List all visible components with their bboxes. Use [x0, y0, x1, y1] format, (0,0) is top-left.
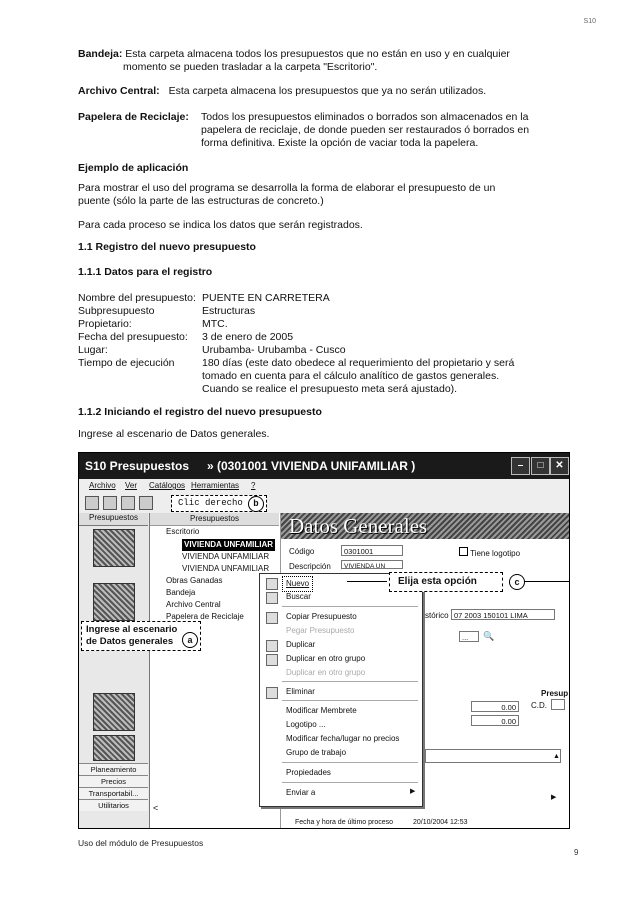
def-text-cont: forma definitiva. Existe la opción de vaciar toda la papelera. — [201, 137, 479, 149]
presupuestos-icon[interactable] — [93, 529, 135, 567]
menu-item-logotipo[interactable]: Logotipo ... — [286, 720, 326, 729]
record-value-cont: tomado en cuenta para el cálculo analítico de gastos generales. — [202, 370, 500, 382]
menu-item-buscar[interactable]: Buscar — [286, 592, 311, 601]
cd-field[interactable] — [551, 699, 565, 710]
def-text: Esta carpeta almacena los presupuestos que ya no serán utilizados. — [168, 85, 487, 97]
value-field-2[interactable]: 0.00 — [471, 715, 519, 726]
menu-item-copiar[interactable]: Copiar Presupuesto — [286, 612, 357, 621]
binoculars-icon[interactable]: 🔍 — [483, 631, 495, 641]
descripcion-label: Descripción — [289, 562, 331, 571]
page-number-bottom: 9 — [574, 848, 579, 857]
def-term-papelera: Papelera de Reciclaje: — [78, 111, 189, 123]
context-menu — [259, 573, 423, 807]
record-label: Fecha del presupuesto: — [78, 331, 188, 343]
copy-icon — [266, 612, 278, 624]
arrow-icon[interactable] — [139, 496, 153, 510]
submenu-arrow-icon: ▶ — [410, 788, 416, 795]
menu-catalogos[interactable]: Catálogos — [149, 481, 186, 490]
callout-b-letter: b — [248, 496, 264, 512]
binoculars-icon — [266, 592, 278, 604]
codigo-field[interactable]: 0301001 — [341, 545, 403, 556]
footer-text: Uso del módulo de Presupuestos — [78, 838, 204, 848]
record-label: Nombre del presupuesto: — [78, 292, 196, 304]
menu-item-disabled: Duplicar en otro grupo — [286, 668, 366, 677]
menu-item-enviar[interactable]: Enviar a — [286, 788, 316, 797]
callout-a-letter: a — [182, 632, 198, 648]
value-field-1[interactable]: 0.00 — [471, 701, 519, 712]
historico-field[interactable]: 07 2003 150101 LIMA — [451, 609, 555, 620]
section-heading: Ejemplo de aplicación — [78, 162, 189, 174]
tree-item[interactable]: VIVIENDA UNFAMILIAR — [182, 564, 270, 573]
menu-item-duplicar-grupo[interactable]: Duplicar en otro grupo — [286, 654, 366, 663]
menu-item-propiedades[interactable]: Propiedades — [286, 768, 331, 777]
new-icon — [266, 578, 278, 590]
left-button-utilitarios[interactable]: Utilitarios — [79, 799, 148, 811]
minimize-button[interactable]: – — [511, 457, 530, 475]
tree-item-selected[interactable]: VIVIENDA UNFAMILIAR — [184, 540, 274, 549]
callout-b-text: Clic derecho — [178, 498, 243, 508]
scroll-up-icon[interactable]: ▲ — [553, 753, 560, 760]
left-button-transportabilidad[interactable]: Transportabil... — [79, 787, 148, 799]
menu-item-nuevo[interactable]: Nuevo — [282, 576, 313, 592]
def-text: Esta carpeta almacena todos los presupuestos que no están en uso y en cualquier — [125, 48, 510, 60]
record-label: Tiempo de ejecución — [78, 357, 175, 369]
callout-c — [389, 572, 503, 592]
app-screenshot — [78, 452, 570, 829]
menu-separator — [282, 700, 418, 701]
tree-item-papelera[interactable]: Papelera de Reciclaje — [166, 612, 244, 621]
paragraph: Ingrese al escenario de Datos generales. — [78, 428, 270, 440]
def-term: Archivo Central: — [78, 85, 160, 97]
left-panel-title: Presupuestos — [79, 513, 148, 526]
menu-separator — [282, 606, 418, 607]
def-bandeja — [78, 48, 510, 61]
status-value: 20/10/2004 12:53 — [413, 819, 468, 826]
left-panel — [79, 513, 150, 828]
header-title: Datos Generales — [289, 514, 428, 538]
books-icon[interactable] — [93, 693, 135, 731]
status-bar — [295, 819, 468, 826]
print-icon[interactable] — [103, 496, 117, 510]
menu-help[interactable]: ? — [251, 481, 256, 490]
heading-1-1: 1.1 Registro del nuevo presupuesto — [78, 241, 256, 253]
def-text-cont: papelera de reciclaje, de donde pueden ser restaurados ó borrados en — [201, 124, 530, 136]
scroll-left-icon[interactable]: < — [153, 803, 159, 813]
left-button-planeamiento[interactable]: Planeamiento — [79, 763, 148, 775]
menu-item-duplicar[interactable]: Duplicar — [286, 640, 316, 649]
grid-box — [425, 749, 561, 763]
tree-title: Presupuestos — [150, 513, 279, 526]
delete-icon — [266, 687, 278, 699]
menu-item-grupo-trabajo[interactable]: Grupo de trabajo — [286, 748, 347, 757]
title-bar — [79, 453, 569, 479]
callout-c-arrow — [347, 581, 387, 582]
status-text: Fecha y hora de último proceso — [295, 819, 394, 826]
record-value: MTC. — [202, 318, 228, 330]
def-text-cont: momento se pueden trasladar a la carpeta "Escritorio". — [123, 61, 378, 73]
tree-item-obras[interactable]: Obras Ganadas — [166, 576, 223, 585]
record-value: PUENTE EN CARRETERA — [202, 292, 330, 304]
tree-item-archivo[interactable]: Archivo Central — [166, 600, 221, 609]
def-archivo — [78, 85, 486, 98]
ellipsis-button[interactable]: ... — [459, 631, 479, 642]
toolbar — [79, 493, 569, 514]
menu-item-membrete[interactable]: Modificar Membrete — [286, 706, 357, 715]
record-value: Urubamba- Urubamba - Cusco — [202, 344, 346, 356]
duplicate-group-icon — [266, 654, 278, 666]
def-text: Todos los presupuestos eliminados o borrados son almacenados en la — [201, 111, 529, 123]
logotipo-checkbox[interactable] — [459, 547, 468, 556]
app-title: S10 Presupuestos — [85, 459, 190, 473]
callout-c-text: Elija esta opción — [398, 576, 477, 587]
scroll-right-icon[interactable]: ▶ — [551, 794, 557, 801]
menu-separator — [282, 782, 418, 783]
record-value: Estructuras — [202, 305, 256, 317]
callout-a-line1: Ingrese al escenario — [86, 624, 178, 635]
descripcion-field[interactable]: VIVIENDA UN — [341, 560, 403, 569]
menu-archivo[interactable]: Archivo — [89, 481, 116, 490]
record-value: 180 días (este dato obedece al requerimiento del propietario y será — [202, 357, 515, 369]
cd-label: C.D. — [531, 701, 547, 710]
menu-ver[interactable]: Ver — [125, 481, 138, 490]
document-title: » (0301001 VIVIENDA UNIFAMILIAR ) — [207, 459, 416, 473]
callout-c-letter: c — [509, 574, 525, 590]
callout-c-line — [525, 581, 569, 582]
menu-item-eliminar[interactable]: Eliminar — [286, 687, 315, 696]
tree-item-escritorio[interactable]: Escritorio — [166, 527, 200, 536]
left-button-precios[interactable]: Precios — [79, 775, 148, 787]
callout-a-line2: de Datos generales — [86, 636, 174, 647]
menu-separator — [282, 681, 418, 682]
maximize-button[interactable]: □ — [531, 457, 550, 475]
record-label: Lugar: — [78, 344, 108, 356]
tiene-logotipo-text: Tiene logotipo — [470, 549, 521, 558]
record-label: Subpresupuesto — [78, 305, 155, 317]
menu-item-pegar: Pegar Presupuesto — [286, 626, 355, 635]
callout-a — [81, 621, 201, 651]
heading-1-1-1: 1.1.1 Datos para el registro — [78, 266, 213, 278]
codigo-label: Código — [289, 547, 315, 556]
menu-item-fecha-lugar[interactable]: Modificar fecha/lugar no precios — [286, 734, 400, 743]
page-number-top: S10 — [583, 18, 596, 25]
presup-label: Presup — [541, 689, 569, 698]
duplicate-icon — [266, 640, 278, 652]
list-icon[interactable] — [121, 496, 135, 510]
menu-herramientas[interactable]: Herramientas — [191, 481, 240, 490]
analysis-icon[interactable] — [93, 583, 135, 621]
datos-generales-header — [281, 513, 569, 539]
paragraph: Para cada proceso se indica los datos que serán registrados. — [78, 219, 363, 231]
save-icon[interactable] — [85, 496, 99, 510]
record-value: 3 de enero de 2005 — [202, 331, 294, 343]
calendar-icon[interactable] — [93, 735, 135, 761]
menu-bar — [79, 479, 569, 493]
paragraph: Para mostrar el uso del programa se desarrolla la forma de elaborar el presupuesto de un — [78, 182, 496, 194]
record-label: Propietario: — [78, 318, 132, 330]
close-button[interactable]: ✕ — [550, 457, 569, 475]
heading-1-1-2: 1.1.2 Iniciando el registro del nuevo presupuesto — [78, 406, 322, 418]
menu-separator — [282, 762, 418, 763]
record-value-cont: Cuando se realice el presupuesto meta será ajustado). — [202, 383, 458, 395]
tree-item-bandeja[interactable]: Bandeja — [166, 588, 196, 597]
tiene-logotipo-label — [459, 547, 520, 558]
historico-label: stórico — [425, 611, 449, 620]
callout-b — [171, 495, 267, 512]
paragraph: puente (sólo la parte de las estructuras de concreto.) — [78, 195, 324, 207]
def-term: Bandeja: — [78, 48, 123, 60]
tree-item[interactable]: VIVIENDA UNFAMILIAR — [182, 552, 270, 561]
